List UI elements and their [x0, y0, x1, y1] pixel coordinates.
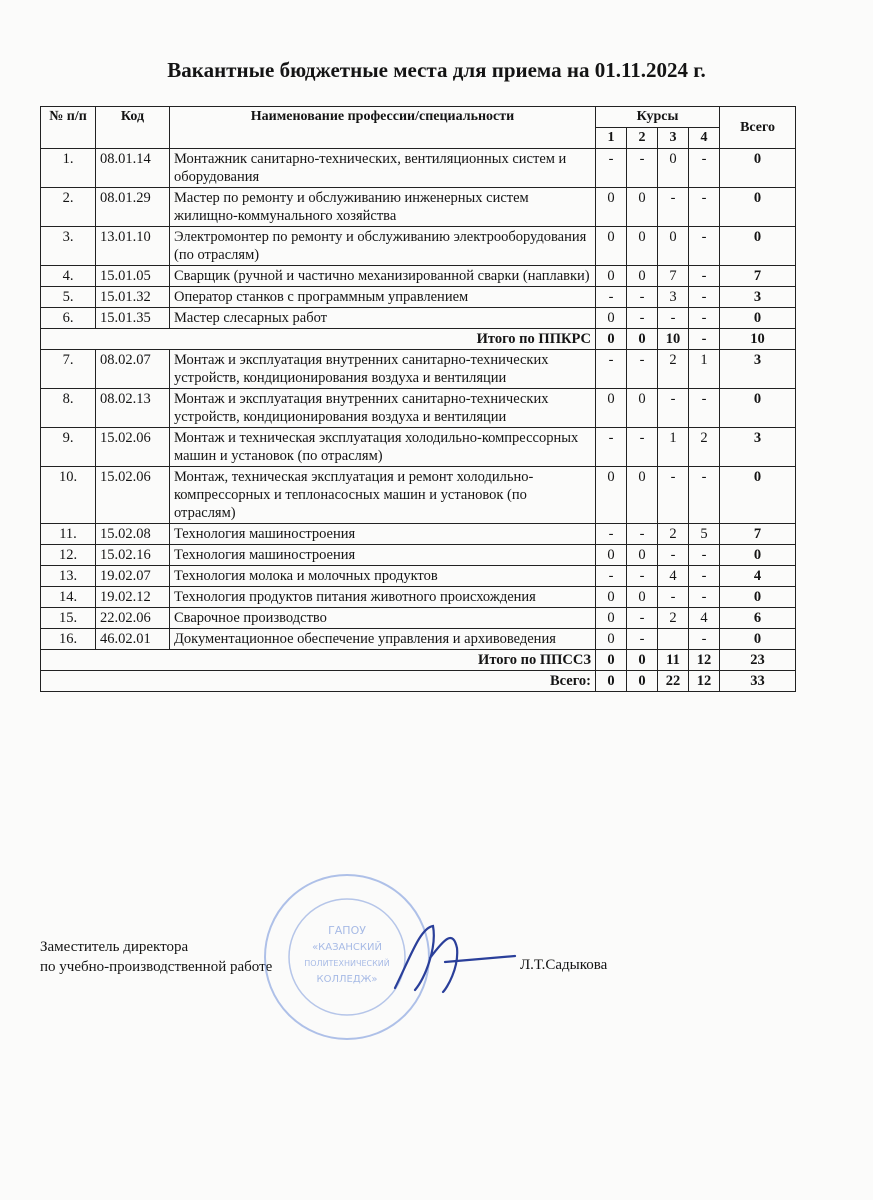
row-name: Мастер по ремонту и обслуживанию инженерных систем жилищно-коммунального хозяйства	[170, 188, 596, 227]
svg-text:ГАПОУ: ГАПОУ	[328, 924, 366, 937]
row-code: 22.02.06	[96, 608, 170, 629]
row-name: Сварщик (ручной и частично механизированной сварки (наплавки)	[170, 266, 596, 287]
signature-position-line2: по учебно-производственной работе	[40, 959, 273, 975]
row-code: 08.01.14	[96, 149, 170, 188]
table-body	[41, 149, 796, 692]
header-num: № п/п	[41, 107, 96, 149]
summary-c4: 12	[689, 650, 720, 671]
row-number: 10.	[41, 467, 96, 524]
row-course-2: 0	[627, 587, 658, 608]
row-total: 0	[720, 467, 796, 524]
row-total: 0	[720, 587, 796, 608]
table-row	[41, 545, 796, 566]
row-total: 7	[720, 524, 796, 545]
header-code: Код	[96, 107, 170, 149]
row-course-4: 4	[689, 608, 720, 629]
summary-c3: 11	[658, 650, 689, 671]
table-row	[41, 350, 796, 389]
row-code: 15.02.06	[96, 467, 170, 524]
row-course-1: 0	[596, 545, 627, 566]
row-number: 7.	[41, 350, 96, 389]
row-number: 15.	[41, 608, 96, 629]
row-number: 5.	[41, 287, 96, 308]
table-row	[41, 467, 796, 524]
summary-c2: 0	[627, 650, 658, 671]
header-name: Наименование профессии/специальности	[170, 107, 596, 149]
row-code: 15.01.32	[96, 287, 170, 308]
row-course-3: 1	[658, 428, 689, 467]
row-code: 15.01.35	[96, 308, 170, 329]
row-course-4: -	[689, 566, 720, 587]
row-name: Документационное обеспечение управления и архивоведения	[170, 629, 596, 650]
row-name: Монтаж, техническая эксплуатация и ремонт холодильно-компрессорных и теплонасосных машин и установок (по отраслям)	[170, 467, 596, 524]
row-course-2: -	[627, 524, 658, 545]
row-total: 0	[720, 188, 796, 227]
row-course-1: 0	[596, 467, 627, 524]
row-course-3: 2	[658, 350, 689, 389]
row-code: 46.02.01	[96, 629, 170, 650]
row-course-1: -	[596, 350, 627, 389]
row-course-3: 3	[658, 287, 689, 308]
row-course-1: 0	[596, 389, 627, 428]
row-course-3	[658, 629, 689, 650]
row-name: Технология продуктов питания животного происхождения	[170, 587, 596, 608]
row-number: 14.	[41, 587, 96, 608]
summary-c2: 0	[627, 329, 658, 350]
row-course-1: 0	[596, 227, 627, 266]
signature-block	[40, 937, 272, 977]
row-code: 19.02.12	[96, 587, 170, 608]
row-course-4: -	[689, 389, 720, 428]
row-course-3: 4	[658, 566, 689, 587]
svg-text:ПОЛИТЕХНИЧЕСКИЙ: ПОЛИТЕХНИЧЕСКИЙ	[304, 959, 390, 968]
row-course-2: 0	[627, 389, 658, 428]
table-row	[41, 566, 796, 587]
row-number: 13.	[41, 566, 96, 587]
row-total: 6	[720, 608, 796, 629]
summary-total: 10	[720, 329, 796, 350]
row-course-4: 2	[689, 428, 720, 467]
row-course-1: 0	[596, 188, 627, 227]
row-number: 12.	[41, 545, 96, 566]
row-course-2: 0	[627, 545, 658, 566]
row-course-4: -	[689, 266, 720, 287]
row-total: 0	[720, 149, 796, 188]
row-course-1: 0	[596, 308, 627, 329]
row-course-2: -	[627, 566, 658, 587]
row-course-1: 0	[596, 629, 627, 650]
row-number: 11.	[41, 524, 96, 545]
row-name: Монтаж и техническая эксплуатация холодильно-компрессорных машин и установок (по отраслям)	[170, 428, 596, 467]
row-code: 08.02.13	[96, 389, 170, 428]
table-row	[41, 524, 796, 545]
table-row	[41, 629, 796, 650]
row-code: 15.02.16	[96, 545, 170, 566]
row-number: 8.	[41, 389, 96, 428]
table-row	[41, 188, 796, 227]
header-course-3: 3	[658, 128, 689, 149]
row-name: Монтажник санитарно-технических, вентиляционных систем и оборудования	[170, 149, 596, 188]
row-course-2: 0	[627, 467, 658, 524]
table-row	[41, 389, 796, 428]
header-row	[41, 107, 796, 128]
summary-c1: 0	[596, 671, 627, 692]
summary-c2: 0	[627, 671, 658, 692]
row-course-2: -	[627, 287, 658, 308]
row-course-1: 0	[596, 266, 627, 287]
row-number: 2.	[41, 188, 96, 227]
row-course-4: -	[689, 287, 720, 308]
summary-row-ppkrs	[41, 329, 796, 350]
row-course-4: -	[689, 467, 720, 524]
row-code: 15.02.06	[96, 428, 170, 467]
row-course-1: 0	[596, 587, 627, 608]
row-course-1: -	[596, 287, 627, 308]
row-code: 15.02.08	[96, 524, 170, 545]
row-number: 1.	[41, 149, 96, 188]
row-total: 0	[720, 308, 796, 329]
row-name: Электромонтер по ремонту и обслуживанию электрооборудования (по отраслям)	[170, 227, 596, 266]
row-course-2: -	[627, 350, 658, 389]
row-code: 08.01.29	[96, 188, 170, 227]
row-total: 3	[720, 287, 796, 308]
summary-total: 33	[720, 671, 796, 692]
row-course-4: 5	[689, 524, 720, 545]
row-total: 3	[720, 350, 796, 389]
row-course-2: 0	[627, 188, 658, 227]
row-course-4: -	[689, 149, 720, 188]
header-total: Всего	[720, 107, 796, 149]
table-row	[41, 287, 796, 308]
row-course-4: -	[689, 545, 720, 566]
row-course-3: 0	[658, 149, 689, 188]
row-course-1: -	[596, 566, 627, 587]
header-courses: Курсы	[596, 107, 720, 128]
row-course-3: -	[658, 467, 689, 524]
row-total: 3	[720, 428, 796, 467]
row-number: 9.	[41, 428, 96, 467]
row-course-1: -	[596, 149, 627, 188]
table-row	[41, 266, 796, 287]
row-code: 13.01.10	[96, 227, 170, 266]
row-number: 16.	[41, 629, 96, 650]
row-name: Мастер слесарных работ	[170, 308, 596, 329]
row-number: 6.	[41, 308, 96, 329]
row-total: 0	[720, 227, 796, 266]
row-course-2: -	[627, 149, 658, 188]
summary-label: Всего:	[41, 671, 596, 692]
row-course-3: -	[658, 188, 689, 227]
table-row	[41, 149, 796, 188]
summary-c4: -	[689, 329, 720, 350]
row-course-3: 2	[658, 608, 689, 629]
signature-position-line1: Заместитель директора	[40, 939, 189, 955]
header-course-4: 4	[689, 128, 720, 149]
summary-c3: 10	[658, 329, 689, 350]
row-course-3: 2	[658, 524, 689, 545]
summary-label: Итого по ППКРС	[41, 329, 596, 350]
row-course-2: -	[627, 308, 658, 329]
table-row	[41, 308, 796, 329]
row-name: Технология машиностроения	[170, 524, 596, 545]
row-total: 0	[720, 629, 796, 650]
page-title: Вакантные бюджетные места для приема на 01.11.2024 г.	[167, 58, 706, 82]
row-name: Сварочное производство	[170, 608, 596, 629]
row-name: Оператор станков с программным управлением	[170, 287, 596, 308]
row-name: Монтаж и эксплуатация внутренних санитарно-технических устройств, кондиционирования воздуха и вентиляции	[170, 389, 596, 428]
table-row	[41, 227, 796, 266]
row-course-3: -	[658, 308, 689, 329]
table-row	[41, 428, 796, 467]
table-row	[41, 587, 796, 608]
row-course-1: -	[596, 428, 627, 467]
row-course-2: 0	[627, 266, 658, 287]
row-course-2: 0	[627, 227, 658, 266]
row-total: 7	[720, 266, 796, 287]
row-course-4: 1	[689, 350, 720, 389]
row-code: 19.02.07	[96, 566, 170, 587]
summary-c1: 0	[596, 650, 627, 671]
row-name: Технология молока и молочных продуктов	[170, 566, 596, 587]
row-total: 0	[720, 545, 796, 566]
summary-c1: 0	[596, 329, 627, 350]
row-course-3: 0	[658, 227, 689, 266]
row-course-4: -	[689, 629, 720, 650]
table-row	[41, 608, 796, 629]
summary-row-total	[41, 671, 796, 692]
row-course-3: 7	[658, 266, 689, 287]
summary-c4: 12	[689, 671, 720, 692]
row-course-2: -	[627, 629, 658, 650]
row-course-4: -	[689, 587, 720, 608]
row-number: 3.	[41, 227, 96, 266]
row-course-2: -	[627, 428, 658, 467]
handwritten-signature	[385, 918, 520, 998]
row-course-2: -	[627, 608, 658, 629]
svg-text:КОЛЛЕДЖ»: КОЛЛЕДЖ»	[316, 974, 378, 985]
row-name: Технология машиностроения	[170, 545, 596, 566]
summary-total: 23	[720, 650, 796, 671]
row-course-4: -	[689, 188, 720, 227]
row-total: 0	[720, 389, 796, 428]
svg-text:«КАЗАНСКИЙ: «КАЗАНСКИЙ	[312, 942, 382, 953]
row-course-3: -	[658, 587, 689, 608]
row-name: Монтаж и эксплуатация внутренних санитарно-технических устройств, кондиционирования воздуха и вентиляции	[170, 350, 596, 389]
header-course-1: 1	[596, 128, 627, 149]
summary-label: Итого по ППССЗ	[41, 650, 596, 671]
signature-name: Л.Т.Садыкова	[520, 957, 608, 973]
row-course-4: -	[689, 227, 720, 266]
summary-row-ppssz	[41, 650, 796, 671]
vacancies-table	[40, 106, 796, 692]
row-course-1: -	[596, 524, 627, 545]
row-code: 15.01.05	[96, 266, 170, 287]
row-course-3: -	[658, 545, 689, 566]
header-course-2: 2	[627, 128, 658, 149]
row-code: 08.02.07	[96, 350, 170, 389]
row-course-1: 0	[596, 608, 627, 629]
row-total: 4	[720, 566, 796, 587]
row-number: 4.	[41, 266, 96, 287]
row-course-4: -	[689, 308, 720, 329]
summary-c3: 22	[658, 671, 689, 692]
row-course-3: -	[658, 389, 689, 428]
